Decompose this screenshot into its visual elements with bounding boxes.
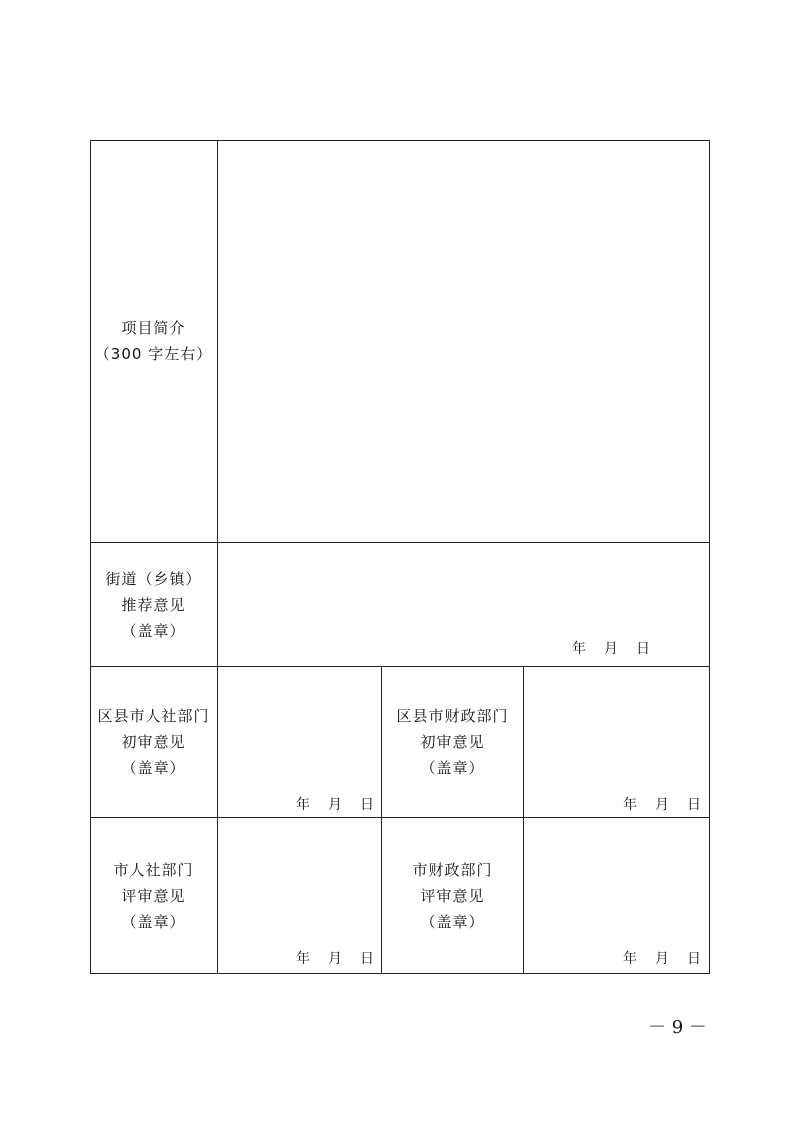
- date-year: 年: [623, 951, 637, 967]
- label-line: 区县市人社部门: [97, 707, 210, 725]
- district-finance-label: [382, 667, 523, 817]
- table-border-right: [709, 140, 710, 974]
- page-number: － 9 －: [648, 1017, 707, 1038]
- date-day: 日: [687, 951, 701, 967]
- label-line: 区县市财政部门: [396, 707, 509, 725]
- approval-form-table: [90, 140, 710, 974]
- date-month: 月: [604, 641, 618, 657]
- city-finance-label: [382, 818, 523, 973]
- table-border-bottom: [90, 973, 710, 974]
- label-line: 评审意见: [420, 886, 485, 905]
- label-line: （盖章）: [420, 759, 485, 777]
- date-month: 月: [328, 797, 342, 813]
- label-line: （盖章）: [121, 621, 186, 640]
- label-line: 市财政部门: [412, 860, 493, 879]
- label-line: 街道（乡镇）: [105, 569, 202, 588]
- label-line: 项目简介: [121, 319, 186, 337]
- date-day: 日: [360, 951, 374, 967]
- label-line: （盖章）: [121, 912, 186, 931]
- label-line: （盖章）: [121, 759, 186, 777]
- city-hr-label: [90, 818, 217, 973]
- date-day: 日: [636, 641, 650, 657]
- date-day: 日: [687, 797, 701, 813]
- date-month: 月: [655, 797, 669, 813]
- street-recommendation-label: [90, 543, 217, 666]
- street-date: [572, 638, 650, 658]
- label-line: （300 字左右）: [94, 345, 213, 363]
- district-hr-date: [296, 794, 374, 814]
- label-line: 评审意见: [121, 886, 186, 905]
- date-year: 年: [296, 797, 310, 813]
- district-finance-date: [623, 794, 701, 814]
- label-line: （盖章）: [420, 912, 485, 931]
- city-hr-date: [296, 948, 374, 968]
- date-month: 月: [655, 951, 669, 967]
- project-intro-field[interactable]: [218, 141, 709, 542]
- label-line: 初审意见: [121, 733, 186, 751]
- label-line: 市人社部门: [113, 860, 194, 879]
- date-year: 年: [572, 641, 586, 657]
- project-intro-label: [90, 140, 217, 542]
- date-year: 年: [296, 951, 310, 967]
- city-finance-date: [623, 948, 701, 968]
- date-month: 月: [328, 951, 342, 967]
- date-year: 年: [623, 797, 637, 813]
- label-line: 推荐意见: [121, 595, 186, 614]
- label-line: 初审意见: [420, 733, 485, 751]
- district-hr-label: [90, 667, 217, 817]
- date-day: 日: [360, 797, 374, 813]
